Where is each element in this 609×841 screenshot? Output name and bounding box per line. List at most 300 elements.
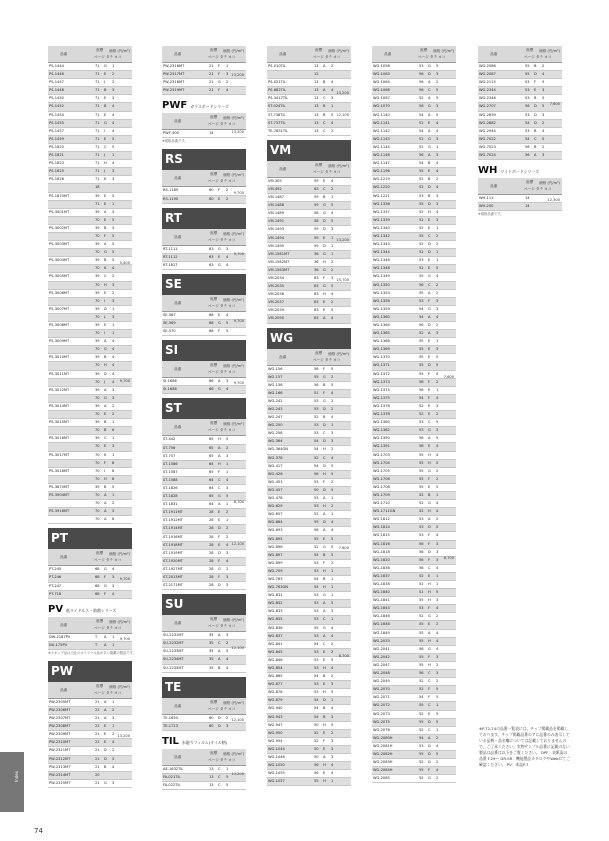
table-row[interactable]	[372, 476, 456, 484]
table-row[interactable]	[48, 772, 132, 780]
table-row[interactable]	[372, 751, 456, 759]
table-row[interactable]	[267, 95, 351, 103]
table-row[interactable]	[267, 390, 351, 398]
table-row[interactable]	[48, 87, 132, 95]
table-row[interactable]	[267, 422, 351, 430]
table-row[interactable]	[267, 446, 351, 454]
table-row[interactable]	[267, 202, 351, 210]
table-row[interactable]	[267, 210, 351, 218]
table-row[interactable]	[48, 516, 132, 524]
table-row[interactable]	[48, 120, 132, 128]
table-row[interactable]	[267, 251, 351, 259]
table-row[interactable]	[267, 71, 351, 79]
table-row[interactable]	[372, 686, 456, 694]
table-row[interactable]	[372, 273, 456, 281]
table-row[interactable]	[478, 63, 562, 71]
table-row[interactable]	[162, 509, 246, 517]
table-row[interactable]	[48, 591, 132, 599]
table-row[interactable]	[267, 722, 351, 730]
table-row[interactable]	[267, 705, 351, 713]
table-row[interactable]	[372, 87, 456, 95]
table-row[interactable]	[162, 386, 246, 394]
table-row[interactable]	[372, 112, 456, 120]
table-row[interactable]	[267, 406, 351, 414]
table-row[interactable]	[48, 209, 132, 217]
table-row[interactable]	[267, 178, 351, 186]
table-row[interactable]	[478, 144, 562, 152]
table-row[interactable]	[267, 430, 351, 438]
coord-col: 5	[436, 363, 439, 368]
table-row[interactable]	[372, 233, 456, 241]
table-row[interactable]	[267, 592, 351, 600]
table-row[interactable]	[162, 477, 246, 485]
table-row[interactable]	[267, 552, 351, 560]
table-row[interactable]	[372, 184, 456, 192]
table-row[interactable]	[48, 217, 132, 225]
table-row[interactable]	[372, 581, 456, 589]
table-row[interactable]	[48, 184, 132, 192]
table-row[interactable]	[48, 468, 132, 476]
table-row[interactable]	[162, 525, 246, 533]
table-row[interactable]	[478, 152, 562, 160]
table-row[interactable]	[267, 584, 351, 592]
table-row[interactable]	[372, 168, 456, 176]
table-row[interactable]	[372, 152, 456, 160]
header-name: 品番	[490, 52, 498, 56]
page-no: 68	[209, 329, 214, 334]
table-row[interactable]	[267, 689, 351, 697]
table-row[interactable]	[372, 314, 456, 322]
page-no: 55	[419, 768, 424, 773]
table-row[interactable]	[267, 738, 351, 746]
table-row[interactable]	[372, 395, 456, 403]
table-row[interactable]	[372, 767, 456, 775]
table-row[interactable]	[267, 746, 351, 754]
table-row[interactable]	[372, 249, 456, 257]
table-row[interactable]	[478, 79, 562, 87]
table-row[interactable]	[48, 362, 132, 370]
page-no: 56	[419, 72, 424, 77]
table-row[interactable]	[267, 641, 351, 649]
table-row[interactable]	[267, 568, 351, 576]
table-row[interactable]	[372, 427, 456, 435]
table-row[interactable]	[162, 665, 246, 673]
table-row[interactable]	[48, 566, 132, 574]
table-row[interactable]	[48, 241, 132, 249]
table-row[interactable]	[372, 638, 456, 646]
table-row[interactable]	[48, 780, 132, 788]
table-row[interactable]	[162, 445, 246, 453]
table-row[interactable]	[372, 201, 456, 209]
table-row[interactable]	[372, 500, 456, 508]
product-code: WG-696	[268, 544, 283, 549]
table-row[interactable]	[48, 452, 132, 460]
table-row[interactable]	[162, 574, 246, 582]
table-row[interactable]	[372, 662, 456, 670]
table-row[interactable]	[48, 395, 132, 403]
table-row[interactable]	[478, 203, 562, 211]
table-row[interactable]	[48, 273, 132, 281]
table-row[interactable]	[372, 646, 456, 654]
table-row[interactable]	[267, 218, 351, 226]
table-row[interactable]	[48, 128, 132, 136]
table-row[interactable]	[267, 63, 351, 71]
table-row[interactable]	[372, 460, 456, 468]
table-row[interactable]	[48, 201, 132, 209]
table-row[interactable]	[48, 233, 132, 241]
product-code: WG-1390	[373, 436, 390, 441]
table-row[interactable]	[372, 597, 456, 605]
table-row[interactable]	[267, 665, 351, 673]
table-row[interactable]	[48, 330, 132, 338]
table-row[interactable]	[372, 670, 456, 678]
table-row[interactable]	[267, 600, 351, 608]
table-row[interactable]	[48, 314, 132, 322]
coord-col: 6	[112, 476, 115, 481]
table-row[interactable]	[48, 642, 132, 650]
table-row[interactable]	[372, 759, 456, 767]
table-row[interactable]	[48, 112, 132, 120]
table-row[interactable]	[478, 71, 562, 79]
table-row[interactable]	[48, 583, 132, 591]
table-row[interactable]	[267, 120, 351, 128]
table-row[interactable]	[48, 322, 132, 330]
table-row[interactable]	[48, 346, 132, 354]
table-row[interactable]	[48, 168, 132, 176]
table-row[interactable]	[372, 524, 456, 532]
table-row[interactable]	[372, 419, 456, 427]
table-row[interactable]	[372, 346, 456, 354]
table-row[interactable]	[372, 443, 456, 451]
table-row[interactable]	[372, 727, 456, 735]
coord-col: 5	[542, 96, 545, 101]
table-row[interactable]	[48, 747, 132, 755]
page-no: 21	[95, 732, 100, 737]
table-row[interactable]	[162, 453, 246, 461]
table-row[interactable]	[267, 382, 351, 390]
coord-col: 4	[436, 638, 439, 643]
table-row[interactable]	[372, 630, 456, 638]
table-row[interactable]	[267, 560, 351, 568]
table-row[interactable]	[48, 484, 132, 492]
table-row[interactable]	[48, 403, 132, 411]
table-row[interactable]	[372, 654, 456, 662]
table-row[interactable]	[48, 411, 132, 419]
table-row[interactable]	[162, 79, 246, 87]
table-row[interactable]	[372, 160, 456, 168]
product-code: WG-2081H	[373, 743, 393, 748]
table-row[interactable]	[267, 770, 351, 778]
table-row[interactable]	[372, 735, 456, 743]
table-row[interactable]	[48, 152, 132, 160]
table-row[interactable]	[48, 282, 132, 290]
table-row[interactable]	[372, 298, 456, 306]
table-row[interactable]	[372, 290, 456, 298]
table-row[interactable]	[48, 265, 132, 273]
header-pos: 座標	[96, 618, 104, 623]
table-row[interactable]	[372, 621, 456, 629]
table-row[interactable]	[372, 452, 456, 460]
table-row[interactable]	[162, 582, 246, 590]
table-row[interactable]	[372, 573, 456, 581]
table-row[interactable]	[372, 217, 456, 225]
table-row[interactable]	[372, 702, 456, 710]
table-row[interactable]	[267, 259, 351, 267]
table-row[interactable]	[162, 723, 246, 731]
table-row[interactable]	[267, 503, 351, 511]
table-row[interactable]	[267, 487, 351, 495]
page-no: 65	[209, 469, 214, 474]
table-row[interactable]	[372, 484, 456, 492]
table-row[interactable]	[48, 419, 132, 427]
table-row[interactable]	[48, 354, 132, 362]
table-row[interactable]	[267, 186, 351, 194]
table-row[interactable]	[48, 435, 132, 443]
table-row[interactable]	[48, 338, 132, 346]
table-row[interactable]	[48, 249, 132, 257]
table-row[interactable]	[372, 605, 456, 613]
table-row[interactable]	[48, 764, 132, 772]
table-row[interactable]	[48, 508, 132, 516]
table-row[interactable]	[267, 455, 351, 463]
table-row[interactable]	[372, 330, 456, 338]
table-row[interactable]	[372, 144, 456, 152]
table-row[interactable]	[267, 527, 351, 535]
table-row[interactable]	[162, 436, 246, 444]
table-row[interactable]	[48, 756, 132, 764]
table-row[interactable]	[372, 241, 456, 249]
table-row[interactable]	[372, 257, 456, 265]
table-row[interactable]	[267, 128, 351, 136]
table-row[interactable]	[162, 63, 246, 71]
table-row[interactable]	[48, 225, 132, 233]
table-row[interactable]	[267, 307, 351, 315]
table-row[interactable]	[48, 306, 132, 314]
table-row[interactable]	[267, 754, 351, 762]
table-row[interactable]	[48, 144, 132, 152]
table-row[interactable]	[48, 290, 132, 298]
table-row[interactable]	[48, 739, 132, 747]
table-row[interactable]	[267, 79, 351, 87]
table-row[interactable]	[48, 387, 132, 395]
table-row[interactable]	[267, 194, 351, 202]
header-price: 価格 (円/m²)	[223, 231, 244, 236]
table-row[interactable]	[372, 775, 456, 783]
table-row[interactable]	[372, 411, 456, 419]
table-row[interactable]	[48, 95, 132, 103]
table-row[interactable]	[48, 443, 132, 451]
table-row[interactable]	[162, 534, 246, 542]
table-row[interactable]	[162, 550, 246, 558]
table-row[interactable]	[48, 298, 132, 306]
table-row[interactable]	[372, 589, 456, 597]
table-row[interactable]	[162, 469, 246, 477]
table-row[interactable]	[267, 226, 351, 234]
table-row[interactable]	[267, 608, 351, 616]
section-body	[162, 312, 246, 336]
header-name: 品番	[60, 622, 68, 627]
table-row[interactable]	[267, 103, 351, 111]
table-row[interactable]	[478, 136, 562, 144]
product-code: WG-417	[268, 463, 283, 468]
table-row[interactable]	[48, 500, 132, 508]
table-row[interactable]	[372, 225, 456, 233]
table-row[interactable]	[162, 517, 246, 525]
table-row[interactable]	[478, 87, 562, 95]
table-row[interactable]	[372, 719, 456, 727]
table-row[interactable]	[372, 193, 456, 201]
table-row[interactable]	[372, 265, 456, 273]
page-no: 56	[314, 763, 319, 768]
table-row[interactable]	[478, 128, 562, 136]
table-row[interactable]	[372, 403, 456, 411]
table-row[interactable]	[267, 291, 351, 299]
coord-row: G	[428, 306, 431, 311]
table-row[interactable]	[267, 616, 351, 624]
index-side-tab[interactable]	[0, 752, 24, 812]
table-row[interactable]	[372, 79, 456, 87]
table-row[interactable]	[267, 463, 351, 471]
table-row[interactable]	[267, 267, 351, 275]
table-row[interactable]	[48, 492, 132, 500]
table-row[interactable]	[48, 71, 132, 79]
coord-row: G	[428, 104, 431, 109]
table-row[interactable]	[267, 495, 351, 503]
table-row[interactable]	[372, 613, 456, 621]
table-row[interactable]	[267, 576, 351, 584]
table-row[interactable]	[162, 558, 246, 566]
table-row[interactable]	[267, 374, 351, 382]
table-row[interactable]	[162, 782, 246, 790]
table-row[interactable]	[48, 136, 132, 144]
table-row[interactable]	[267, 730, 351, 738]
section-body	[478, 195, 562, 211]
table-row[interactable]	[162, 87, 246, 95]
table-row[interactable]	[162, 328, 246, 336]
table-row[interactable]	[162, 196, 246, 204]
table-row[interactable]	[48, 699, 132, 707]
table-row[interactable]	[267, 315, 351, 323]
table-row[interactable]	[267, 681, 351, 689]
table-row[interactable]	[162, 656, 246, 664]
table-row[interactable]	[162, 566, 246, 574]
header-name: 品番	[60, 52, 68, 56]
table-row[interactable]	[372, 95, 456, 103]
table-row[interactable]	[48, 176, 132, 184]
product-code: WG-2083H	[373, 760, 393, 765]
table-row[interactable]	[267, 511, 351, 519]
table-row[interactable]	[267, 398, 351, 406]
table-row[interactable]	[372, 565, 456, 573]
page-no: 71	[95, 201, 100, 206]
table-row[interactable]	[372, 694, 456, 702]
table-row[interactable]	[48, 427, 132, 435]
table-row[interactable]	[48, 707, 132, 715]
table-row[interactable]	[162, 262, 246, 270]
coord-row: F	[428, 654, 431, 659]
table-row[interactable]	[267, 673, 351, 681]
table-row[interactable]	[372, 306, 456, 314]
table-row[interactable]	[372, 282, 456, 290]
table-row[interactable]	[372, 176, 456, 184]
table-row[interactable]	[267, 479, 351, 487]
table-row[interactable]	[372, 532, 456, 540]
table-row[interactable]	[48, 371, 132, 379]
table-row[interactable]	[372, 63, 456, 71]
table-row[interactable]	[267, 633, 351, 641]
table-row[interactable]	[162, 632, 246, 640]
page-no: 14	[525, 196, 530, 201]
table-row[interactable]	[372, 322, 456, 330]
table-row[interactable]	[267, 762, 351, 770]
table-row[interactable]	[372, 435, 456, 443]
table-row[interactable]	[48, 715, 132, 723]
table-row[interactable]	[267, 536, 351, 544]
table-row[interactable]	[372, 387, 456, 395]
table-row[interactable]	[48, 79, 132, 87]
table-row[interactable]	[372, 379, 456, 387]
table-row[interactable]	[267, 697, 351, 705]
table-row[interactable]	[372, 468, 456, 476]
table-row[interactable]	[267, 714, 351, 722]
table-row[interactable]	[267, 243, 351, 251]
table-row[interactable]	[372, 492, 456, 500]
table-row[interactable]	[267, 471, 351, 479]
table-row[interactable]	[48, 160, 132, 168]
table-row[interactable]	[162, 485, 246, 493]
table-row[interactable]	[267, 438, 351, 446]
table-row[interactable]	[267, 414, 351, 422]
table-row[interactable]	[48, 460, 132, 468]
price-value: 12,100	[231, 645, 244, 650]
table-row[interactable]	[48, 723, 132, 731]
table-row[interactable]	[372, 678, 456, 686]
table-row[interactable]	[267, 657, 351, 665]
product-code: WG-364	[268, 439, 283, 444]
coord-col: 3	[542, 153, 545, 158]
table-row[interactable]	[372, 136, 456, 144]
table-row[interactable]	[48, 103, 132, 111]
table-row[interactable]	[478, 112, 562, 120]
table-row[interactable]	[372, 516, 456, 524]
table-row[interactable]	[372, 128, 456, 136]
table-row[interactable]	[372, 541, 456, 549]
table-row[interactable]	[372, 71, 456, 79]
table-row[interactable]	[267, 519, 351, 527]
table-row[interactable]	[48, 193, 132, 201]
table-row[interactable]	[372, 103, 456, 111]
table-row[interactable]	[372, 209, 456, 217]
table-row[interactable]	[267, 283, 351, 291]
table-row[interactable]	[372, 338, 456, 346]
table-row[interactable]	[267, 299, 351, 307]
table-row[interactable]	[372, 120, 456, 128]
table-row[interactable]	[48, 63, 132, 71]
table-row[interactable]	[372, 743, 456, 751]
table-row[interactable]	[372, 362, 456, 370]
table-row[interactable]	[267, 366, 351, 374]
coord-row: E	[104, 72, 107, 77]
table-row[interactable]	[478, 120, 562, 128]
table-row[interactable]	[372, 711, 456, 719]
table-row[interactable]	[267, 778, 351, 786]
table-row[interactable]	[267, 625, 351, 633]
page-no: 52	[419, 250, 424, 255]
table-row[interactable]	[162, 461, 246, 469]
table-row[interactable]	[48, 476, 132, 484]
table-row[interactable]	[372, 508, 456, 516]
table-row[interactable]	[372, 354, 456, 362]
